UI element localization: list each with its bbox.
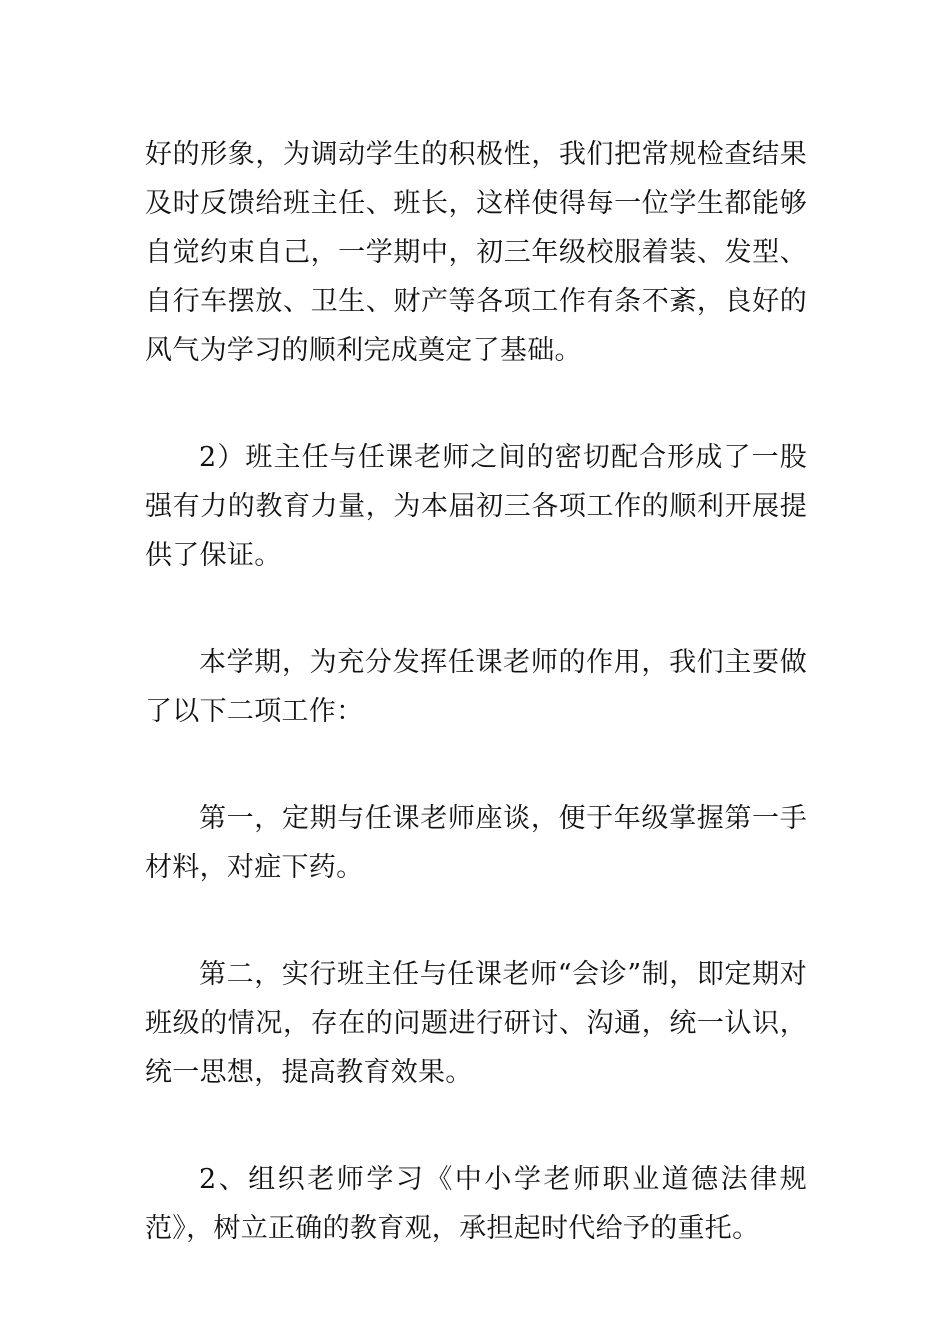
paragraph-second-item: 第二，实行班主任与任课老师“会诊”制，即定期对班级的情况，存在的问题进行研讨、沟通，统一认识，统一思想，提高教育效果。: [145, 959, 807, 1088]
paragraph-continuation: 好的形象，为调动学生的积极性，我们把常规检查结果及时反馈给班主任、班长，这样使得每一位学生都能够自觉约束自己，一学期中，初三年级校服着装、发型、自行车摆放、卫生、财产等各项工作有条不紊，良好的风气为学习的顺利完成奠定了基础。: [145, 139, 807, 366]
document-body: [145, 130, 807, 1311]
paragraph-first-item: 第一，定期与任课老师座谈，便于年级掌握第一手材料，对症下药。: [145, 803, 807, 883]
paragraph-ethics-study: 2、组织老师学习《中小学老师职业道德法律规范》，树立正确的教育观，承担起时代给予的重托。: [145, 1164, 807, 1244]
paragraph-class-teacher-cooperation: 2）班主任与任课老师之间的密切配合形成了一股强有力的教育力量，为本届初三各项工作的顺利开展提供了保证。: [145, 442, 807, 571]
paragraph-semester-work: 本学期，为充分发挥任课老师的作用，我们主要做了以下二项工作：: [145, 647, 807, 727]
